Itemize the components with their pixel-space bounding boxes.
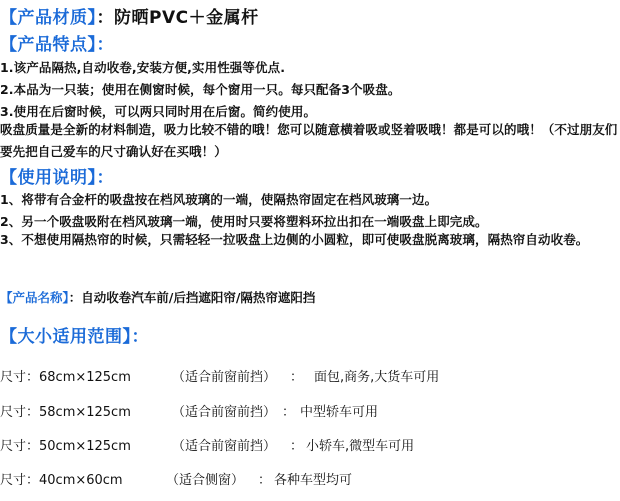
product-name-label: 【产品名称】 <box>0 290 69 305</box>
size-row-2 <box>0 401 620 421</box>
size-colon: ： <box>290 439 304 454</box>
product-name-value: ：自动收卷汽车前/后挡遮阳帘/隔热帘遮阳挡 <box>68 290 316 305</box>
size-vehicles: 小轿车,微型车可用 <box>306 439 415 454</box>
size-vehicles: 各种车型均可 <box>274 473 353 488</box>
usage-line-1: 1、将带有合金杆的吸盘按在档风玻璃的一端，使隔热帘固定在档风玻璃一边。 <box>0 192 438 207</box>
feature-note: 吸盘质量是全新的材料制造，吸力比较不错的哦！您可以随意横着吸或竖着吸哦！都是可以的哦！（不过朋友们要先把自己爱车的尺寸确认好在买哦！） <box>0 122 618 159</box>
usage-heading <box>0 163 114 188</box>
product-name-line <box>0 288 315 306</box>
size-fit: （适合前窗前挡） <box>172 405 277 420</box>
sizes-colon: ： <box>131 327 149 347</box>
usage-line-3: 3、不想使用隔热帘的时候，只需轻轻一拉吸盘上边侧的小圆粒，即可使吸盘脱离玻璃，隔热帘自动收卷。 <box>0 232 589 247</box>
sizes-label: 【大小适用范围】 <box>0 327 132 347</box>
size-colon: ： <box>258 473 272 488</box>
feature-line-3: 3.使用在后窗时候，可以两只同时用在后窗。简约使用。 <box>0 104 317 119</box>
material-heading <box>0 3 259 28</box>
size-row-1 <box>0 366 620 386</box>
size-colon: ： <box>282 405 296 420</box>
size-fit: （适合前窗前挡） <box>172 370 277 385</box>
sizes-heading <box>0 322 149 347</box>
size-row-4 <box>0 469 620 489</box>
usage-label: 【使用说明】 <box>0 168 97 188</box>
size-value: 尺寸：40cm×60cm <box>0 473 123 488</box>
features-label: 【产品特点】 <box>0 35 97 55</box>
size-vehicles: 面包,商务,大货车可用 <box>314 370 440 385</box>
usage-colon: ： <box>96 168 114 188</box>
feature-line-1: 1.该产品隔热,自动收卷,安装方便,实用性强等优点. <box>0 60 286 75</box>
features-heading <box>0 30 114 55</box>
size-value: 尺寸：50cm×125cm <box>0 439 131 454</box>
size-fit: （适合侧窗） <box>166 473 245 488</box>
size-value: 尺寸：58cm×125cm <box>0 405 131 420</box>
material-value: ：防晒PVC＋金属杆 <box>96 8 259 28</box>
size-fit: （适合前窗前挡） <box>172 439 277 454</box>
size-value: 尺寸：68cm×125cm <box>0 370 131 385</box>
size-colon: ： <box>290 370 304 385</box>
size-row-3 <box>0 435 620 455</box>
features-colon: ： <box>96 35 114 55</box>
size-vehicles: 中型轿车可用 <box>300 405 379 420</box>
usage-line-2: 2、另一个吸盘吸附在档风玻璃一端，使用时只要将塑料环拉出扣在一端吸盘上即完成。 <box>0 214 488 229</box>
material-label: 【产品材质】 <box>0 8 97 28</box>
feature-line-2: 2.本品为一只装；使用在侧窗时候，每个窗用一只。每只配备3个吸盘。 <box>0 82 401 97</box>
